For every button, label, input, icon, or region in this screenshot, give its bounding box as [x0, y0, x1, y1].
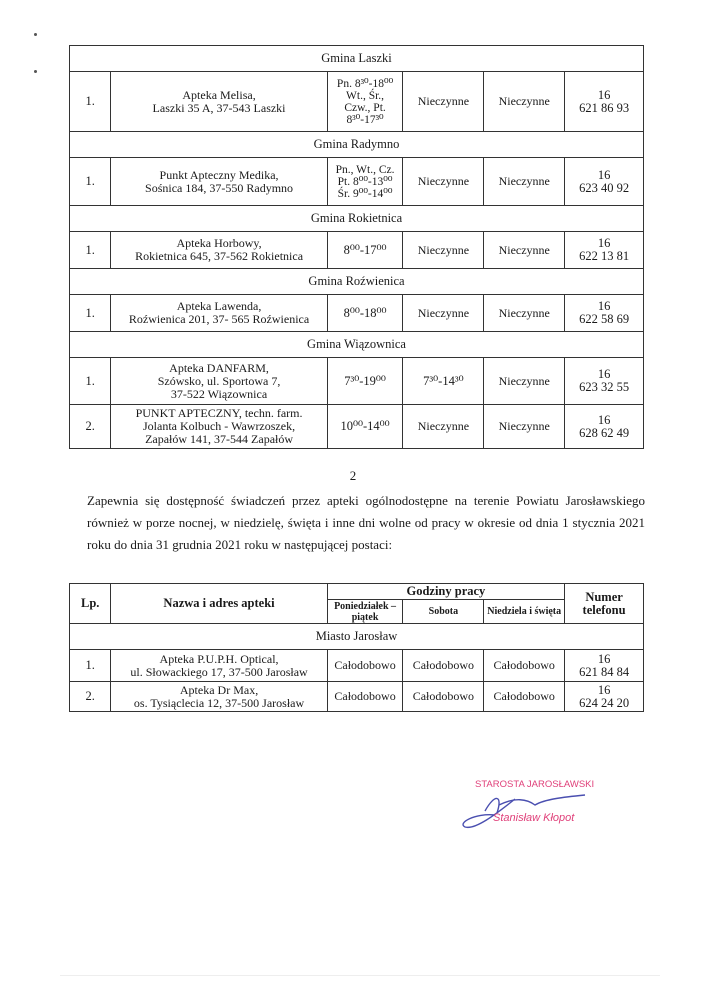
col-hours: Godziny pracy — [327, 584, 564, 600]
weekday-hours: Całodobowo — [327, 650, 403, 682]
pharmacy-name: Apteka Melisa, — [182, 87, 256, 102]
phone-local: 622 13 81 — [579, 249, 630, 263]
group-header-row — [70, 132, 644, 158]
pharmacy-address: Sośnica 184, 37-550 Radymno — [145, 180, 294, 195]
saturday-hours: Całodobowo — [403, 650, 484, 682]
group-header-row — [70, 46, 644, 72]
stamp-title: STAROSTA JAROSŁAWSKI — [475, 779, 595, 790]
table-row — [70, 158, 644, 206]
sunday-hours: Nieczynne — [484, 295, 565, 332]
phone-area-code: 16 — [597, 412, 611, 427]
pharmacy-table-24h — [69, 583, 644, 712]
pharmacy-address: Roźwienica 201, 37- 565 Roźwienica — [128, 312, 310, 326]
weekday-hours — [327, 158, 403, 206]
group-name: Gmina Roźwienica — [70, 269, 644, 295]
phone-local: 628 62 49 — [579, 425, 630, 440]
table-row — [70, 72, 644, 132]
table-row — [70, 405, 644, 449]
phone-number — [565, 72, 644, 132]
pharmacy-address: os. Tysiąclecia 12, 37-500 Jarosław — [133, 695, 305, 710]
pharmacy-name-address — [111, 295, 327, 332]
group-header-row — [70, 624, 644, 650]
weekday-hours — [327, 72, 403, 132]
phone-area-code: 16 — [597, 682, 611, 697]
pharmacy-address: Zapałów 141, 37-544 Zapałów — [145, 432, 294, 446]
pharmacy-address: ul. Słowackiego 17, 37-500 Jarosław — [130, 664, 308, 679]
header-row — [70, 584, 644, 600]
phone-area-code: 16 — [597, 367, 611, 381]
hours-line: 8⁰⁰-18⁰⁰ — [343, 305, 387, 320]
col-name: Nazwa i adres apteki — [111, 584, 327, 624]
saturday-hours: Nieczynne — [403, 295, 484, 332]
phone-number — [565, 405, 644, 449]
group-header-row — [70, 206, 644, 232]
col-phone: Numer telefonu — [565, 584, 644, 624]
weekday-hours — [327, 232, 403, 269]
table-row — [70, 232, 644, 269]
pharmacy-name-address — [111, 650, 327, 682]
group-name: Miasto Jarosław — [70, 624, 644, 650]
weekday-hours — [327, 358, 403, 405]
hours-line: Śr. 9⁰⁰-14⁰⁰ — [337, 187, 393, 200]
page-edge — [60, 975, 660, 976]
hours-line: 8³⁰-17³⁰ — [346, 113, 384, 126]
pharmacy-name: Apteka Lawenda, — [176, 299, 262, 313]
hours-line: Wt., Śr., — [346, 89, 385, 102]
pharmacy-name: Apteka Dr Max, — [179, 682, 259, 697]
table-row — [70, 295, 644, 332]
pharmacy-table-gminy — [69, 45, 644, 449]
pharmacy-name: Apteka DANFARM, — [169, 360, 269, 375]
col-sunday: Niedziela i święta — [484, 600, 565, 624]
hours-line: Pn., Wt., Cz. — [335, 163, 395, 176]
saturday-hours: Nieczynne — [403, 405, 484, 449]
phone-area-code: 16 — [597, 167, 611, 182]
saturday-hours: Całodobowo — [403, 682, 484, 712]
saturday-hours: Nieczynne — [403, 72, 484, 132]
phone-number — [565, 295, 644, 332]
row-number: 1. — [70, 358, 111, 405]
group-name: Gmina Rokietnica — [70, 206, 644, 232]
row-number: 1. — [70, 158, 111, 206]
phone-area-code: 16 — [597, 236, 611, 250]
weekday-hours — [327, 405, 403, 449]
hours-line: Czw., Pt. — [344, 101, 386, 114]
pharmacy-name-address — [111, 232, 327, 269]
pharmacy-name-address — [111, 405, 327, 449]
sunday-hours: Całodobowo — [484, 650, 565, 682]
sunday-hours: Nieczynne — [484, 158, 565, 206]
row-number: 1. — [70, 72, 111, 132]
sunday-hours: Nieczynne — [484, 405, 565, 449]
scan-dot — [34, 33, 37, 36]
saturday-hours: Nieczynne — [403, 158, 484, 206]
group-name: Gmina Radymno — [70, 132, 644, 158]
phone-number — [565, 650, 644, 682]
pharmacy-name-address — [111, 158, 327, 206]
group-name: Gmina Wiązownica — [70, 332, 644, 358]
phone-area-code: 16 — [597, 299, 611, 313]
pharmacy-name: Apteka P.U.P.H. Optical, — [159, 651, 279, 666]
group-header-row — [70, 332, 644, 358]
phone-local: 621 84 84 — [579, 664, 630, 679]
phone-number — [565, 158, 644, 206]
phone-local: 621 86 93 — [579, 100, 630, 115]
pharmacy-name-address — [111, 72, 327, 132]
sunday-hours: Całodobowo — [484, 682, 565, 712]
phone-area-code: 16 — [597, 87, 611, 102]
stamp-name: Stanisław Kłopot — [493, 812, 575, 824]
phone-local: 622 58 69 — [579, 312, 630, 326]
pharmacy-name-address — [111, 682, 327, 712]
pharmacy-name: Apteka Horbowy, — [176, 236, 262, 250]
pharmacy-name: Punkt Apteczny Medika, — [159, 167, 279, 182]
pharmacy-name: PUNKT APTECZNY, techn. farm. — [135, 406, 303, 420]
pharmacy-address: Szówsko, ul. Sportowa 7, — [157, 373, 281, 388]
saturday-hours: Nieczynne — [403, 232, 484, 269]
pharmacy-address: 37-522 Wiązownica — [170, 386, 268, 401]
group-header-row — [70, 269, 644, 295]
row-number: 1. — [70, 295, 111, 332]
table-row — [70, 682, 644, 712]
sunday-hours: Nieczynne — [484, 358, 565, 405]
table-row — [70, 358, 644, 405]
group-name: Gmina Laszki — [70, 46, 644, 72]
scan-dot — [34, 70, 37, 73]
hours-line: 10⁰⁰-14⁰⁰ — [340, 419, 390, 433]
pharmacy-address: Rokietnica 645, 37-562 Rokietnica — [135, 249, 304, 263]
phone-local: 623 32 55 — [579, 380, 630, 394]
pharmacy-address: Laszki 35 A, 37-543 Laszki — [152, 100, 286, 115]
phone-number — [565, 358, 644, 405]
phone-number — [565, 232, 644, 269]
hours-line: Pt. 8⁰⁰-13⁰⁰ — [337, 175, 393, 188]
row-number: 1. — [70, 650, 111, 682]
hours-line: 8⁰⁰-17⁰⁰ — [343, 242, 387, 257]
phone-number — [565, 682, 644, 712]
weekday-hours: Całodobowo — [327, 682, 403, 712]
row-number: 1. — [70, 232, 111, 269]
weekday-hours — [327, 295, 403, 332]
hours-line: 7³⁰-19⁰⁰ — [344, 373, 386, 388]
hours-line: Pn. 8³⁰-18⁰⁰ — [336, 77, 394, 90]
row-number: 2. — [70, 682, 111, 712]
signature-stamp — [455, 775, 625, 845]
pharmacy-name-address — [111, 358, 327, 405]
pharmacy-address: Jolanta Kolbuch - Wawrzoszek, — [142, 419, 296, 433]
phone-local: 624 24 20 — [579, 695, 630, 710]
table-row — [70, 650, 644, 682]
sunday-hours: Nieczynne — [484, 72, 565, 132]
saturday-hours: 7³⁰-14³⁰ — [403, 358, 484, 405]
col-saturday: Sobota — [403, 600, 484, 624]
phone-area-code: 16 — [597, 651, 611, 666]
col-lp: Lp. — [70, 584, 111, 624]
section-number: 2 — [349, 468, 357, 483]
row-number: 2. — [70, 405, 111, 449]
phone-local: 623 40 92 — [579, 180, 630, 195]
sunday-hours: Nieczynne — [484, 232, 565, 269]
col-weekday: Poniedziałek – piątek — [327, 600, 403, 624]
section-paragraph: Zapewnia się dostępność świadczeń przez apteki ogólnodostępne na terenie Powiatu Jarosławskiego również w porze nocnej, w niedzielę, święta i inne dni wolne od pracy w okresie od dnia 1 stycznia 2021 roku do dnia 31 grudnia 2021 roku w następującej postaci: — [87, 493, 645, 552]
